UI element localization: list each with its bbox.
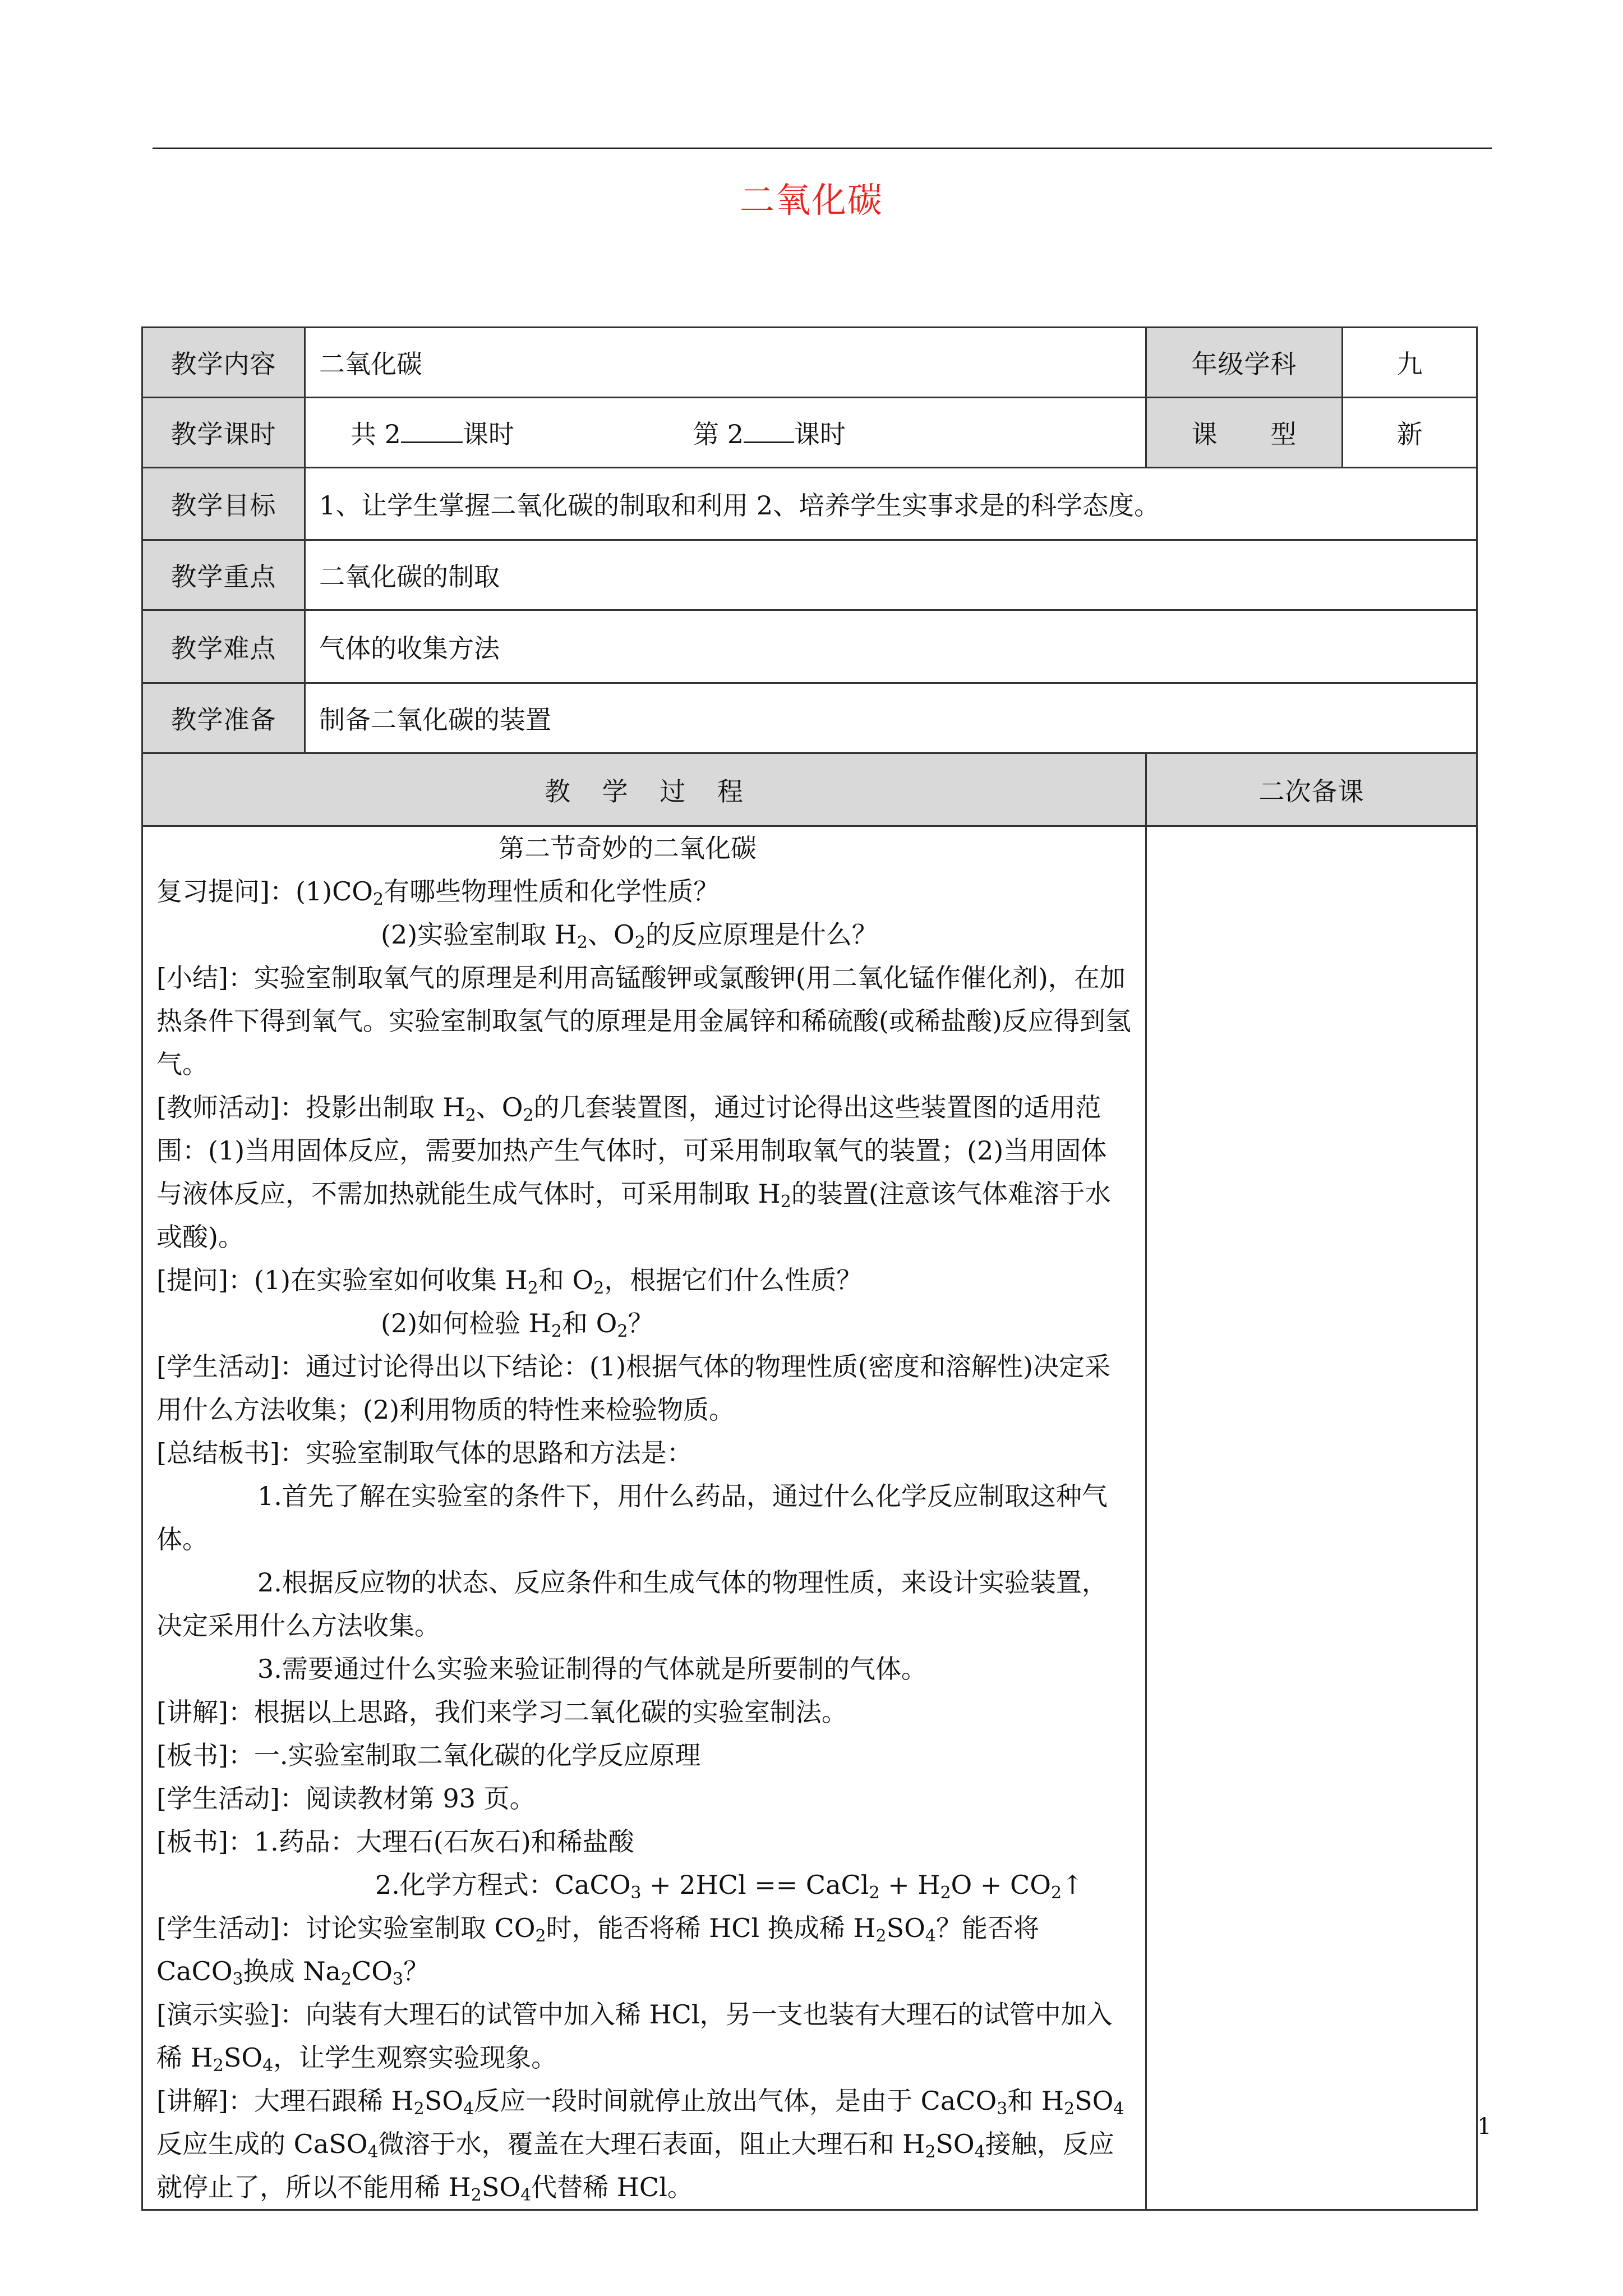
label-preparation: 教学准备 [142, 683, 305, 753]
value-grade: 九 [1343, 328, 1477, 398]
question-1: [提问]：(1)在实验室如何收集 $H_2$和 $O_2$，根据它们什么性质？ [156, 1265, 863, 1298]
notes-header: 二次备课 [1146, 753, 1477, 826]
board-2: [板书]：1.药品：大理石(石灰石)和稀盐酸 [156, 1826, 634, 1857]
review-question-1: 复习提问]：$(1)CO_2$有哪些物理性质和化学性质？ [156, 876, 720, 909]
total-periods-prefix: 共 2 [351, 419, 401, 449]
row-periods [142, 398, 1477, 468]
label-content: 教学内容 [142, 328, 305, 398]
explanation-1: [讲解]：根据以上思路，我们来学习二氧化碳的实验室制法。 [156, 1697, 847, 1727]
header-rule [153, 148, 1492, 149]
label-objectives: 教学目标 [142, 468, 305, 540]
process-header: 教 学 过 程 [142, 753, 1146, 826]
step-2: 2.根据反应物的状态、反应条件和生成气体的物理性质，来设计实验装置，决定采用什么方法收集。 [156, 1567, 1108, 1641]
question-2: (2)如何检验 $H_2$和 $O_2$？ [381, 1308, 654, 1341]
process-content [142, 826, 1146, 2210]
value-periods [305, 398, 1146, 468]
value-preparation: 制备二氧化碳的装置 [305, 683, 1477, 753]
row-key-point [142, 540, 1477, 610]
current-period-prefix: 第 2 [693, 419, 744, 449]
value-content: 二氧化碳 [305, 328, 1146, 398]
step-1: 1.首先了解在实验室的条件下，用什么药品，通过什么化学反应制取这种气体。 [156, 1481, 1108, 1554]
page-number: 1 [1477, 2114, 1492, 2139]
chemical-equation: 2.化学方程式：CaCO$_3$ + 2HCl == CaCl$_2$ + $H_2O$ + $CO_2↑$ [375, 1870, 1083, 1903]
teacher-activity: [教师活动]：投影出制取 $H_2$、$O_2$的几套装置图，通过讨论得出这些装置图的适用范围：(1)当用固体反应，需要加热产生气体时，可采用制取氧气的装置；(2)当用固体与液体反应，不需加热就能生成气体时，可采用制取 $H_2$的装置(注意该气体难溶于水或酸)。 [156, 1092, 1111, 1252]
demo-experiment: [演示实验]：向装有大理石的试管中加入稀 HCl，另一支也装有大理石的试管中加入稀 $H_2SO_4$，让学生观察实验现象。 [156, 1999, 1113, 2076]
blank-line [744, 419, 794, 443]
step-3: 3.需要通过什么实验来验证制得的气体就是所要制的气体。 [257, 1654, 927, 1684]
label-key-point: 教学重点 [142, 540, 305, 610]
row-preparation [142, 683, 1477, 753]
explanation-2: [讲解]：大理石跟稀 $H_2SO_4$反应一段时间就停止放出气体，是由于 CaCO$_3$和 $H_2SO_4$反应生成的 CaSO$_4$微溶于水，覆盖在大理石表面，阻止大理石和 $H_2SO_4$接触，反应就停止了，所以不能用稀 $H_2SO_4$代替稀 HCl。 [156, 2086, 1124, 2205]
row-objectives [142, 468, 1477, 540]
current-period-suffix: 课时 [794, 419, 846, 449]
label-type: 课 型 [1146, 398, 1343, 468]
row-difficulty [142, 610, 1477, 683]
label-difficulty: 教学难点 [142, 610, 305, 683]
board-summary: [总结板书]：实验室制取气体的思路和方法是： [156, 1438, 693, 1468]
value-objectives: 1、让学生掌握二氧化碳的制取和利用 2、培养学生实事求是的科学态度。 [305, 468, 1477, 540]
board-1: [板书]：一.实验室制取二氧化碳的化学反应原理 [156, 1740, 701, 1770]
lesson-plan-table [141, 326, 1478, 2211]
student-activity-3: [学生活动]：讨论实验室制取 $CO_2$时，能否将稀 HCl 换成稀 $H_2SO_4$？能否将 CaCO$_3$换成 $Na_2CO_3$？ [156, 1913, 1039, 1989]
blank-line [401, 419, 463, 443]
summary: [小结]：实验室制取氧气的原理是利用高锰酸钾或氯酸钾(用二氧化锰作催化剂)，在加热条件下得到氧气。实验室制取氢气的原理是用金属锌和稀硫酸(或稀盐酸)反应得到氢气。 [156, 963, 1131, 1079]
row-process-body [142, 826, 1477, 2210]
row-process-header [142, 753, 1477, 826]
second-preparation-notes [1146, 826, 1477, 2210]
section-title: 第二节奇妙的二氧化碳 [499, 833, 757, 863]
value-key-point: 二氧化碳的制取 [305, 540, 1477, 610]
label-periods: 教学课时 [142, 398, 305, 468]
label-grade: 年级学科 [1146, 328, 1343, 398]
student-activity-2: [学生活动]：阅读教材第 93 页。 [156, 1783, 536, 1814]
value-type: 新 [1343, 398, 1477, 468]
value-difficulty: 气体的收集方法 [305, 610, 1477, 683]
up-arrow-icon: ↑ [1062, 1870, 1083, 1900]
row-content [142, 328, 1477, 398]
review-question-2: (2)实验室制取 $H_2$、$O_2$的反应原理是什么？ [381, 919, 878, 953]
student-activity-1: [学生活动]：通过讨论得出以下结论：(1)根据气体的物理性质(密度和溶解性)决定采用什么方法收集；(2)利用物质的特性来检验物质。 [156, 1351, 1110, 1425]
total-periods-suffix: 课时 [462, 419, 514, 449]
page-title: 二氧化碳 [739, 180, 883, 220]
